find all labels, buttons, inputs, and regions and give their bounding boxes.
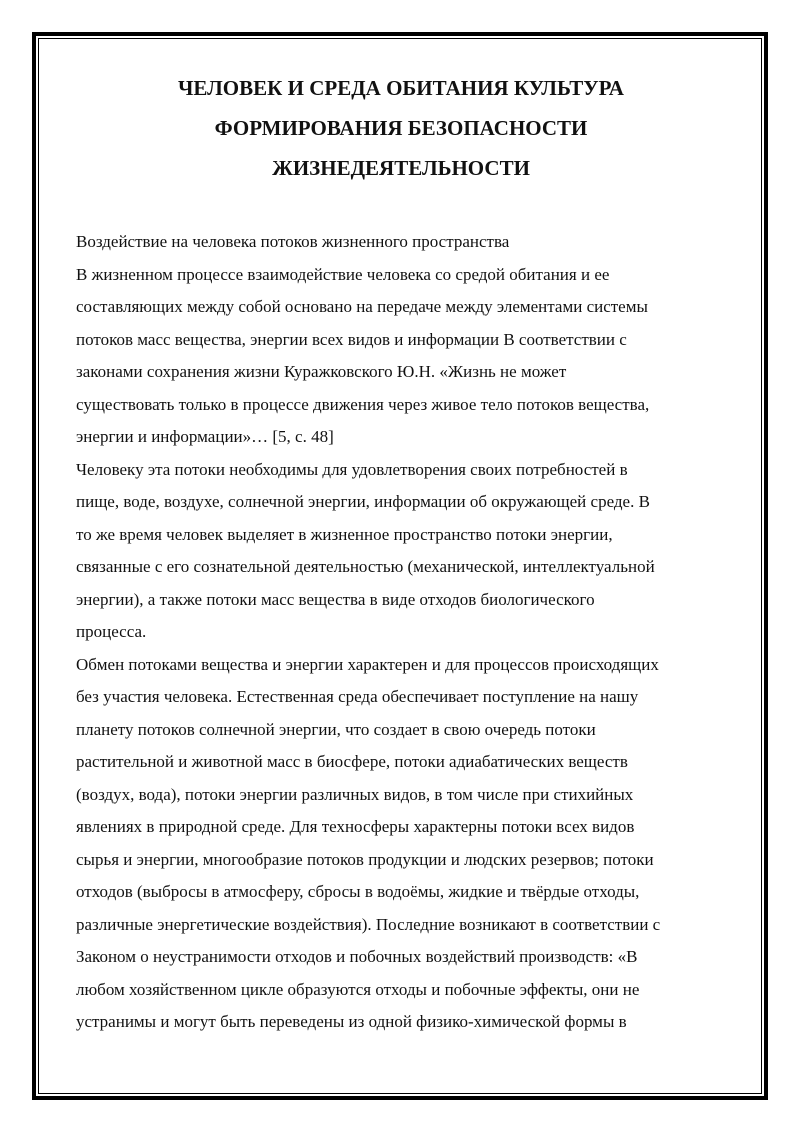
text-line: энергии и информации»… [5, с. 48] bbox=[76, 427, 334, 446]
text-line: связанные с его сознательной деятельностью (механической, интеллектуальной bbox=[76, 557, 655, 576]
paragraph bbox=[76, 454, 726, 649]
text-line: Обмен потоками вещества и энергии характерен и для процессов происходящих bbox=[76, 654, 659, 674]
text-line: процесса. bbox=[76, 622, 147, 641]
title-line: ФОРМИРОВАНИЯ БЕЗОПАСНОСТИ bbox=[214, 116, 588, 140]
text-line: существовать только в процессе движения через живое тело потоков вещества, bbox=[76, 394, 650, 414]
text-line: (воздух, вода), потоки энергии различных видов, в том числе при стихийных bbox=[76, 784, 634, 804]
text-line: планету потоков солнечной энергии, что создает в свою очередь потоки bbox=[76, 719, 596, 739]
text-line: энергии), а также потоки масс вещества в виде отходов биологического bbox=[76, 589, 595, 609]
text-line: Воздействие на человека потоков жизненного пространства bbox=[76, 232, 510, 251]
text-line: пище, воде, воздухе, солнечной энергии, информации об окружающей среде. В bbox=[76, 492, 650, 511]
text-line: любом хозяйственном цикле образуются отходы и побочные эффекты, они не bbox=[76, 979, 640, 999]
text-line: Законом о неустранимости отходов и побочных воздействий производств: «В bbox=[76, 947, 638, 966]
paragraph bbox=[76, 259, 726, 454]
title-line: ЖИЗНЕДЕЯТЕЛЬНОСТИ bbox=[272, 156, 530, 180]
text-line: Человеку эта потоки необходимы для удовлетворения своих потребностей в bbox=[76, 459, 628, 479]
paragraph bbox=[76, 649, 726, 1039]
text-line: растительной и животной масс в биосфере, потоки адиабатических веществ bbox=[76, 752, 628, 771]
text-line: составляющих между собой основано на передаче между элементами системы bbox=[76, 297, 648, 316]
text-line: сырья и энергии, многообразие потоков продукции и людских резервов; потоки bbox=[76, 849, 654, 869]
document-title bbox=[76, 68, 726, 188]
document-content bbox=[76, 68, 726, 1039]
document-body bbox=[76, 226, 726, 1039]
text-line: В жизненном процессе взаимодействие человека со средой обитания и ее bbox=[76, 264, 610, 284]
text-line: законами сохранения жизни Куражковского Ю.Н. «Жизнь не может bbox=[76, 362, 567, 381]
text-line: то же время человек выделяет в жизненное пространство потоки энергии, bbox=[76, 524, 613, 544]
paragraph bbox=[76, 226, 726, 259]
text-line: различные энергетические воздействия). Последние возникают в соответствии с bbox=[76, 914, 661, 934]
text-line: потоков масс вещества, энергии всех видов и информации В соответствии с bbox=[76, 329, 627, 349]
text-line: явлениях в природной среде. Для техносферы характерны потоки всех видов bbox=[76, 817, 635, 836]
text-line: без участия человека. Естественная среда обеспечивает поступление на нашу bbox=[76, 687, 639, 706]
text-line: устранимы и могут быть переведены из одной физико-химической формы в bbox=[76, 1012, 627, 1031]
text-line: отходов (выбросы в атмосферу, сбросы в водоёмы, жидкие и твёрдые отходы, bbox=[76, 882, 640, 901]
title-line: ЧЕЛОВЕК И СРЕДА ОБИТАНИЯ КУЛЬТУРА bbox=[178, 76, 624, 100]
